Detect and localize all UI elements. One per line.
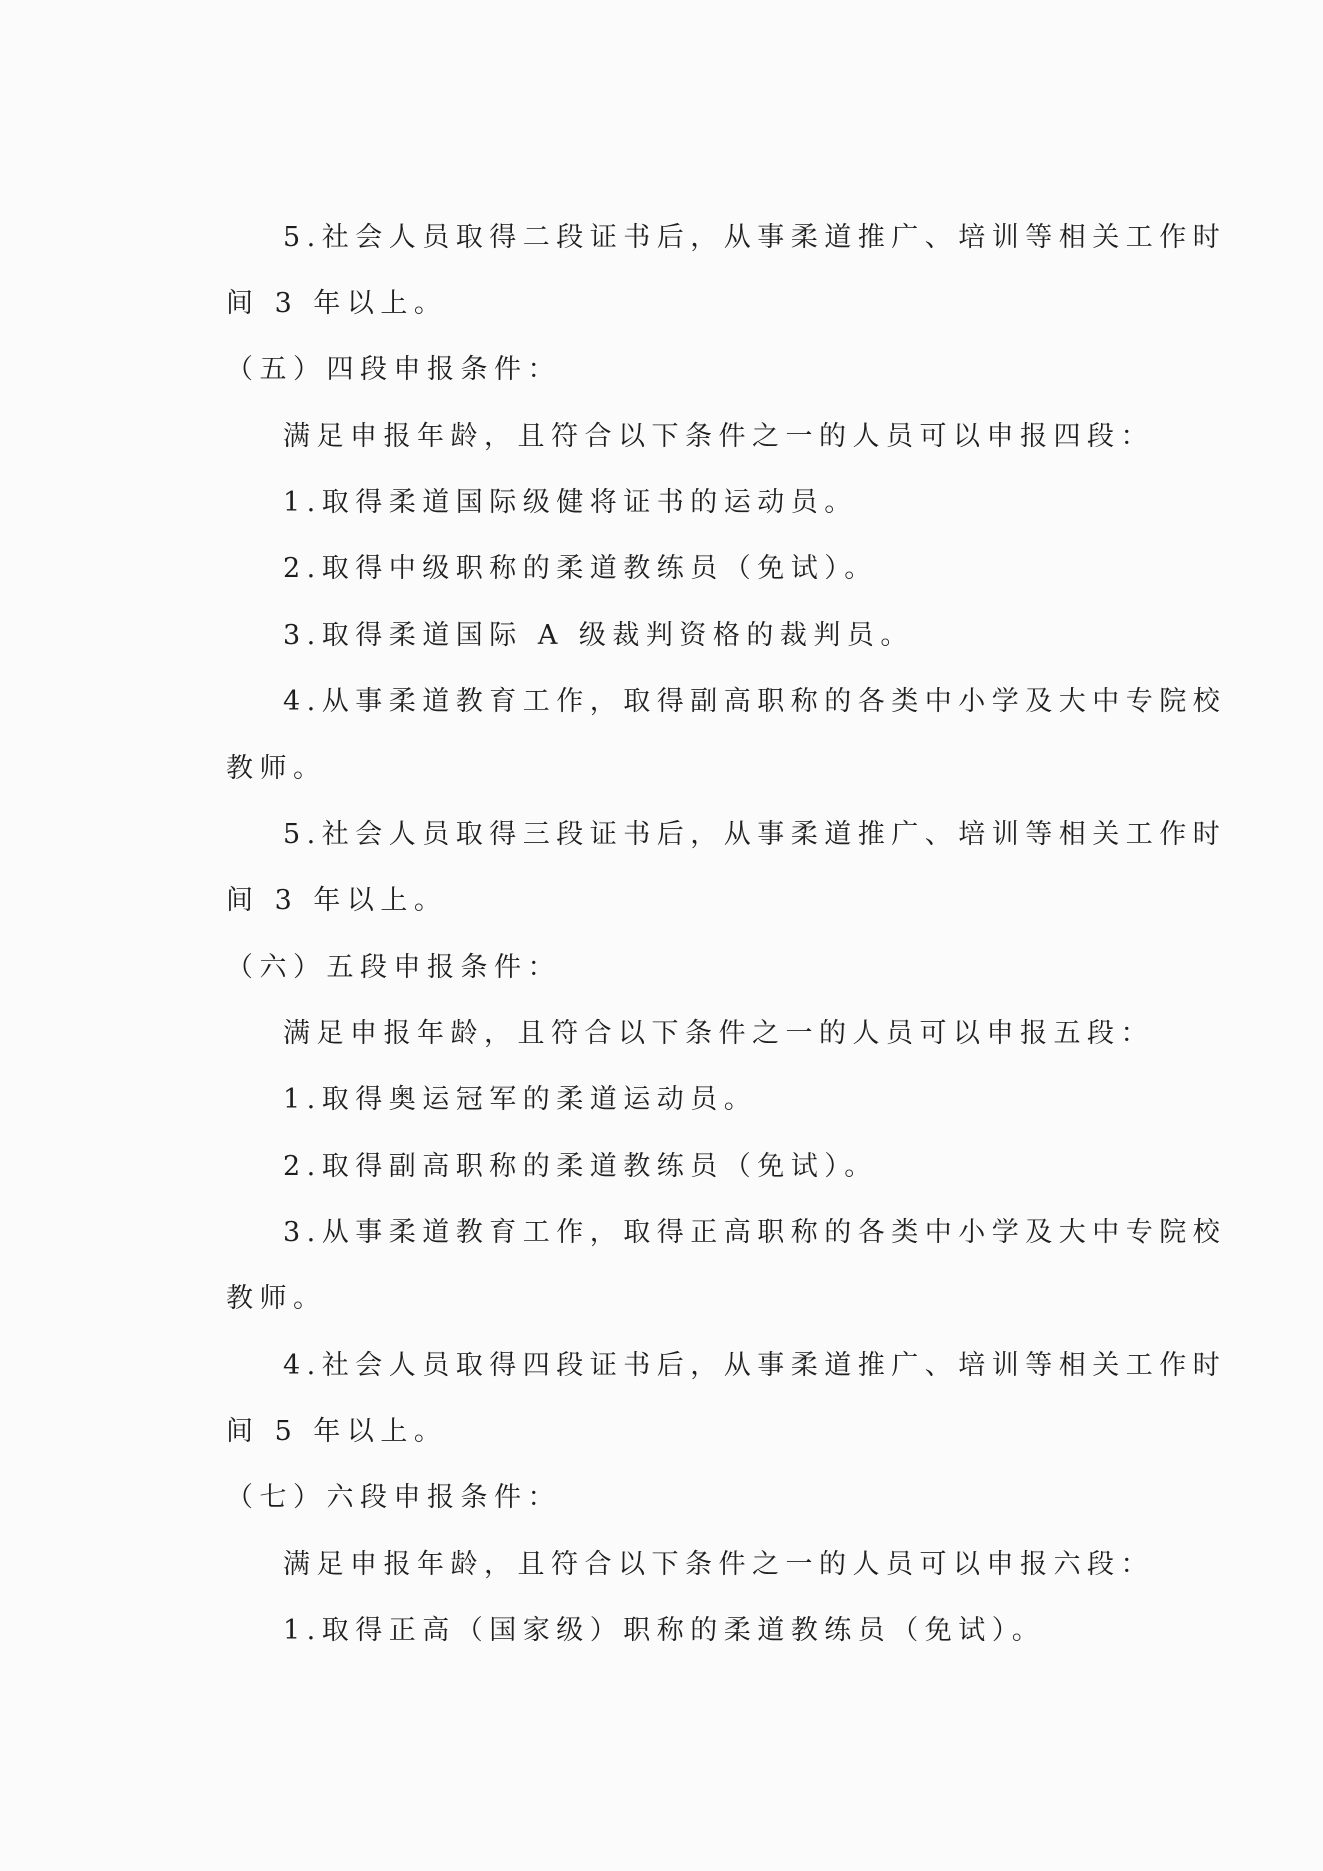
list-item: 2.取得副高职称的柔道教练员（免试）。 (283, 1151, 878, 1182)
section-heading: （七）六段申报条件： (226, 1482, 561, 1513)
section-heading: （五）四段申报条件： (226, 354, 561, 385)
paragraph-line: 间 3 年以上。 (226, 885, 448, 916)
paragraph-line: 间 5 年以上。 (226, 1416, 448, 1447)
paragraph-line: 教师。 (226, 753, 327, 784)
list-item: 3.从事柔道教育工作，取得正高职称的各类中小学及大中专院校 (283, 1217, 1227, 1248)
list-item: 1.取得奥运冠军的柔道运动员。 (283, 1084, 758, 1115)
section-heading: （六）五段申报条件： (226, 952, 561, 983)
list-item: 1.取得正高（国家级）职称的柔道教练员（免试）。 (283, 1615, 1046, 1646)
paragraph-line: 间 3 年以上。 (226, 288, 448, 319)
paragraph-line: 满足申报年龄，且符合以下条件之一的人员可以申报五段： (283, 1018, 1154, 1049)
list-item: 4.从事柔道教育工作，取得副高职称的各类中小学及大中专院校 (283, 686, 1227, 717)
list-item: 2.取得中级职称的柔道教练员（免试）。 (283, 553, 878, 584)
list-item: 4.社会人员取得四段证书后，从事柔道推广、培训等相关工作时 (283, 1350, 1227, 1381)
paragraph-line: 满足申报年龄，且符合以下条件之一的人员可以申报四段： (283, 421, 1154, 452)
paragraph-line: 满足申报年龄，且符合以下条件之一的人员可以申报六段： (283, 1549, 1154, 1580)
paragraph-line: 教师。 (226, 1283, 327, 1314)
list-item: 1.取得柔道国际级健将证书的运动员。 (283, 487, 858, 518)
list-item: 3.取得柔道国际 A 级裁判资格的裁判员。 (283, 620, 914, 651)
list-item: 5.社会人员取得三段证书后，从事柔道推广、培训等相关工作时 (283, 819, 1227, 850)
paragraph-line: 5.社会人员取得二段证书后，从事柔道推广、培训等相关工作时 (283, 222, 1227, 253)
